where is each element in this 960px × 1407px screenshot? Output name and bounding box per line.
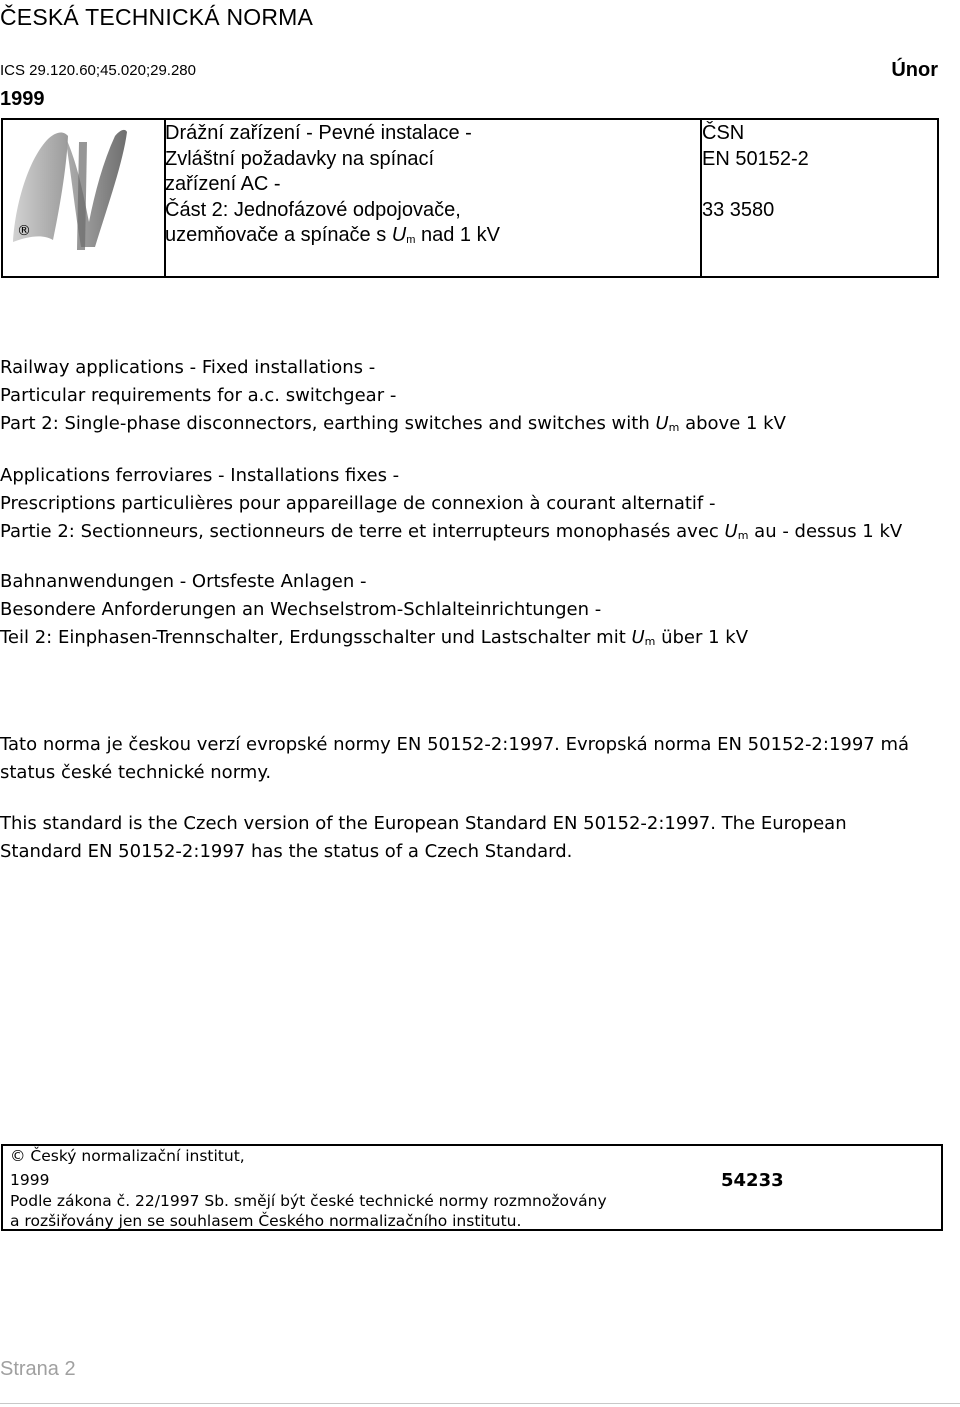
title-line: Bahnanwendungen - Ortsfeste Anlagen - [0, 571, 367, 592]
czech-title-cell [164, 120, 702, 276]
logo-cell [3, 120, 166, 276]
czech-title-line: uzemňovače a spínače s $U_m$ nad 1 kV [165, 224, 500, 246]
czech-title [165, 121, 500, 254]
title-line: Teil 2: Einphasen-Trennschalter, Erdungsschalter und Lastschalter mit $U_m$ über 1 kV [0, 627, 749, 648]
statement-czech [0, 731, 909, 787]
title-line: Applications ferroviares - Installations fixes - [0, 465, 400, 486]
law-line: Podle zákona č. 22/1997 Sb. smějí být české technické normy rozmnožovány [10, 1192, 607, 1210]
statement-line: Standard EN 50152-2:1997 has the status of a Czech Standard. [0, 841, 573, 862]
csn-cell [702, 120, 936, 276]
copyright-year: 1999 [10, 1171, 50, 1189]
page-divider [0, 1403, 960, 1404]
title-line: Partie 2: Sectionneurs, sectionneurs de terre et interrupteurs monophasés avec $U_m$ au - dessus 1 kV [0, 521, 903, 542]
document-number: 54233 [721, 1170, 784, 1191]
czech-title-line: Drážní zařízení - Pevné instalace - [165, 122, 472, 144]
french-title [0, 462, 902, 550]
title-line: Besondere Anforderungen an Wechselstrom-Schlalteinrichtungen - [0, 599, 602, 620]
title-box [1, 118, 939, 278]
statement-line: status české technické normy. [0, 762, 272, 783]
czech-title-line: zařízení AC - [165, 173, 281, 195]
issue-month: Únor [891, 59, 938, 81]
czech-title-line: Zvláštní požadavky na spínací [165, 147, 435, 170]
csn-designation [702, 121, 809, 223]
statement-line: This standard is the Czech version of the European Standard EN 50152-2:1997. The European [0, 813, 847, 834]
title-line: Railway applications - Fixed installations - [0, 357, 376, 378]
csn-label: ČSN [702, 122, 745, 144]
german-title [0, 568, 748, 656]
en-number: EN 50152-2 [702, 147, 809, 170]
ics-code: ICS 29.120.60;45.020;29.280 [0, 62, 196, 79]
page-number: Strana 2 [0, 1358, 76, 1380]
law-line: a rozšiřovány jen se souhlasem Českého normalizačního institutu. [10, 1212, 522, 1230]
statement-line: Tato norma je českou verzí evropské normy EN 50152-2:1997. Evropská norma EN 50152-2:1997 má [0, 734, 910, 755]
document-header: ČESKÁ TECHNICKÁ NORMA [0, 4, 314, 30]
copyright-box [1, 1144, 943, 1231]
issue-year: 1999 [0, 88, 45, 110]
english-title [0, 354, 786, 442]
copyright-line: © Český normalizační institut, [10, 1147, 245, 1165]
registered-mark: ® [17, 223, 31, 239]
title-line: Particular requirements for a.c. switchgear - [0, 385, 397, 406]
czech-title-line: Část 2: Jednofázové odpojovače, [165, 198, 461, 221]
title-line: Prescriptions particulières pour appareillage de connexion à courant alternatif - [0, 493, 716, 514]
title-line: Part 2: Single-phase disconnectors, earthing switches and switches with $U_m$ above 1 kV [0, 413, 786, 434]
class-number: 33 3580 [702, 198, 775, 221]
statement-english [0, 810, 847, 866]
